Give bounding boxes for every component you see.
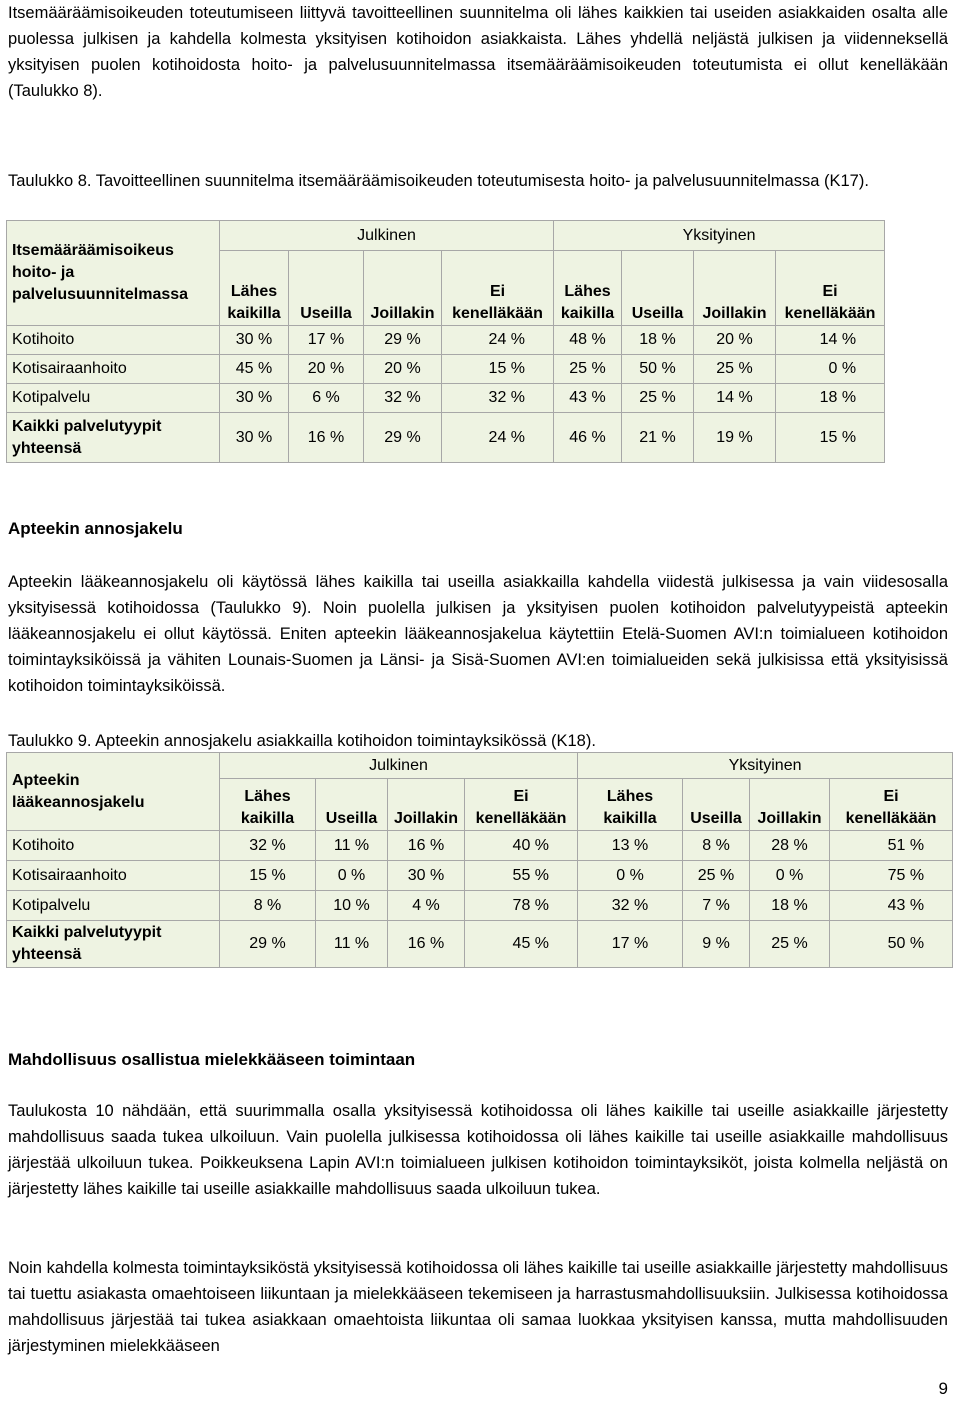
table-cell: 46 %	[554, 413, 622, 463]
table8-col-header: Joillakin	[364, 251, 442, 326]
table8-caption: Taulukko 8. Tavoitteellinen suunnitelma itsemääräämisoikeuden toteutumisesta hoito- ja palvelusuunnitelmassa (K17).	[8, 172, 869, 190]
table-cell: 29 %	[364, 413, 442, 463]
table9	[6, 752, 953, 968]
table-cell: 55 %	[465, 861, 578, 891]
table8-col-header: Ei kenelläkään	[442, 251, 554, 326]
intro-paragraph: Itsemääräämisoikeuden toteutumiseen liittyvä tavoitteellinen suunnitelma oli lähes kaikkien tai useiden asiakkaiden osalta alle puolessa julkisen ja kahdella kolmesta yksityisen kotihoidon asiakkaista. Lähes yhdellä neljästä julkisen ja viidenneksellä yksityisen puolen kotihoidosta hoito- ja palvelusuunnitelmassa itsemääräämisoikeuden toteutumista ei ollut kenelläkään (Taulukko 8).	[8, 4, 948, 100]
table-cell: 8 %	[220, 891, 316, 921]
table9-group-public: Julkinen	[220, 753, 578, 779]
row-label: Kaikki palvelutyypit yhteensä	[7, 921, 220, 968]
table-cell: 75 %	[830, 861, 953, 891]
table-cell: 16 %	[289, 413, 364, 463]
table-cell: 50 %	[622, 355, 694, 384]
table-cell: 14 %	[776, 326, 885, 355]
table8-col-header: Useilla	[289, 251, 364, 326]
row-label: Kotihoito	[7, 326, 220, 355]
table-cell: 9 %	[683, 921, 750, 968]
table8	[6, 220, 885, 463]
table-row	[7, 326, 885, 355]
table-cell: 78 %	[465, 891, 578, 921]
table-cell: 19 %	[694, 413, 776, 463]
table-cell: 20 %	[289, 355, 364, 384]
table-cell: 43 %	[554, 384, 622, 413]
table-row	[7, 355, 885, 384]
table-cell: 28 %	[750, 831, 830, 861]
row-label: Kotipalvelu	[7, 891, 220, 921]
table-cell: 8 %	[683, 831, 750, 861]
table8-col-header: Lähes kaikilla	[554, 251, 622, 326]
table-cell: 17 %	[289, 326, 364, 355]
table8-group-public: Julkinen	[220, 221, 554, 251]
table-cell: 29 %	[220, 921, 316, 968]
row-label: Kaikki palvelutyypit yhteensä	[7, 413, 220, 463]
section-osallistua-heading: Mahdollisuus osallistua mielekkääseen toimintaan	[8, 1050, 416, 1069]
table-cell: 32 %	[442, 384, 554, 413]
table9-col-header: Useilla	[316, 779, 388, 831]
table-cell: 10 %	[316, 891, 388, 921]
table-cell: 24 %	[442, 326, 554, 355]
table-cell: 6 %	[289, 384, 364, 413]
table-cell: 43 %	[830, 891, 953, 921]
table8-col-header: Ei kenelläkään	[776, 251, 885, 326]
table-cell: 32 %	[578, 891, 683, 921]
table-cell: 32 %	[364, 384, 442, 413]
table-cell: 25 %	[694, 355, 776, 384]
table-row	[7, 831, 953, 861]
section-apteekki-heading: Apteekin annosjakelu	[8, 519, 183, 538]
table-cell: 30 %	[220, 384, 289, 413]
table8-col-header: Joillakin	[694, 251, 776, 326]
table-cell: 16 %	[388, 831, 465, 861]
table-cell: 18 %	[750, 891, 830, 921]
table-cell: 48 %	[554, 326, 622, 355]
table-cell: 18 %	[622, 326, 694, 355]
row-label: Kotihoito	[7, 831, 220, 861]
table-cell: 18 %	[776, 384, 885, 413]
table-cell: 15 %	[220, 861, 316, 891]
table9-col-header: Joillakin	[750, 779, 830, 831]
table8-row-header: Itsemääräämisoikeus hoito- ja palvelusuunnitelmassa	[12, 242, 189, 303]
table-cell: 25 %	[683, 861, 750, 891]
table9-col-header: Joillakin	[388, 779, 465, 831]
table-cell: 24 %	[442, 413, 554, 463]
table-row	[7, 861, 953, 891]
table-cell: 30 %	[388, 861, 465, 891]
table9-col-header: Useilla	[683, 779, 750, 831]
table-cell: 15 %	[776, 413, 885, 463]
table-row	[7, 921, 953, 968]
table9-col-header: Lähes kaikilla	[220, 779, 316, 831]
table-cell: 45 %	[220, 355, 289, 384]
table9-row-header: Apteekin lääkeannosjakelu	[12, 771, 145, 811]
table-cell: 50 %	[830, 921, 953, 968]
table-row	[7, 384, 885, 413]
table-row	[7, 413, 885, 463]
table-cell: 15 %	[442, 355, 554, 384]
table9-col-header: Lähes kaikilla	[578, 779, 683, 831]
section-apteekki-paragraph: Apteekin lääkeannosjakelu oli käytössä lähes kaikilla tai useilla asiakkailla kahdella viidestä julkisessa ja vain viidesosalla yksityisessä kotihoidossa (Taulukko 9). Noin puolella julkisen ja yksityisen puolen kotihoidon palvelutyypeistä apteekin lääkeannosjakelu ei ollut käytössä. Eniten apteekin lääkeannosjakelua käytettiin Etelä-Suomen AVI:n toimialueen kotihoidon toimintayksiköissä ja vähiten Lounais-Suomen ja Länsi- ja Sisä-Suomen AVI:en toimialueiden sekä julkisissa että yksityisissä kotihoidon toimintayksiköissä.	[8, 573, 948, 695]
table-cell: 25 %	[622, 384, 694, 413]
table-cell: 29 %	[364, 326, 442, 355]
table8-group-private: Yksityinen	[554, 221, 885, 251]
table-cell: 16 %	[388, 921, 465, 968]
table-cell: 0 %	[578, 861, 683, 891]
table-cell: 0 %	[776, 355, 885, 384]
table-row	[7, 891, 953, 921]
table9-caption: Taulukko 9. Apteekin annosjakelu asiakkailla kotihoidon toimintayksikössä (K18).	[8, 732, 596, 750]
table-cell: 11 %	[316, 921, 388, 968]
row-label: Kotisairaanhoito	[7, 861, 220, 891]
table-cell: 20 %	[364, 355, 442, 384]
table-cell: 4 %	[388, 891, 465, 921]
section-osallistua-paragraph-2: Noin kahdella kolmesta toimintayksiköstä yksityisessä kotihoidossa oli lähes kaikille tai useille asiakkaille järjestetty mahdollisuus tai tuettu asiakasta omaehtoiseen liikuntaan ja mielekkääseen tekemiseen ja harrastusmahdollisuuksiin. Julkisessa kotihoidossa mahdollisuus järjestää tai tukea asiakkaan omaehtoista liikuntaa oli samaa luokkaa yksityisen kanssa, mutta mahdollisuuden järjestyminen mielekkääseen	[8, 1259, 948, 1355]
table-cell: 20 %	[694, 326, 776, 355]
table-cell: 14 %	[694, 384, 776, 413]
row-label: Kotisairaanhoito	[7, 355, 220, 384]
table-cell: 51 %	[830, 831, 953, 861]
table-cell: 40 %	[465, 831, 578, 861]
table-cell: 0 %	[316, 861, 388, 891]
row-label: Kotipalvelu	[7, 384, 220, 413]
table8-col-header: Useilla	[622, 251, 694, 326]
table9-group-private: Yksityinen	[578, 753, 953, 779]
table-cell: 45 %	[465, 921, 578, 968]
table-cell: 30 %	[220, 413, 289, 463]
table9-col-header: Ei kenelläkään	[830, 779, 953, 831]
section-osallistua-paragraph-1: Taulukosta 10 nähdään, että suurimmalla osalla yksityisessä kotihoidossa oli lähes kaikille tai useille asiakkaille järjestetty mahdollisuus saada tukea ulkoiluun. Vain puolella julkisessa kotihoidossa oli lähes kaikille tai useille asiakkaille mahdollisuus järjestää ulkoiluun tukea. Poikkeuksena Lapin AVI:n toimialueen julkisen kotihoidon toimintayksiköt, joista kolmella neljästä on järjestetty lähes kaikille tai useille asiakkaille mahdollisuus saada ulkoiluun tukea.	[8, 1102, 948, 1198]
table-cell: 25 %	[554, 355, 622, 384]
table-cell: 21 %	[622, 413, 694, 463]
table-cell: 0 %	[750, 861, 830, 891]
page-number: 9	[938, 1379, 948, 1398]
table-cell: 13 %	[578, 831, 683, 861]
table8-col-header: Lähes kaikilla	[220, 251, 289, 326]
table-cell: 30 %	[220, 326, 289, 355]
table-cell: 7 %	[683, 891, 750, 921]
table-cell: 17 %	[578, 921, 683, 968]
table-cell: 25 %	[750, 921, 830, 968]
table9-col-header: Ei kenelläkään	[465, 779, 578, 831]
table-cell: 32 %	[220, 831, 316, 861]
table-cell: 11 %	[316, 831, 388, 861]
